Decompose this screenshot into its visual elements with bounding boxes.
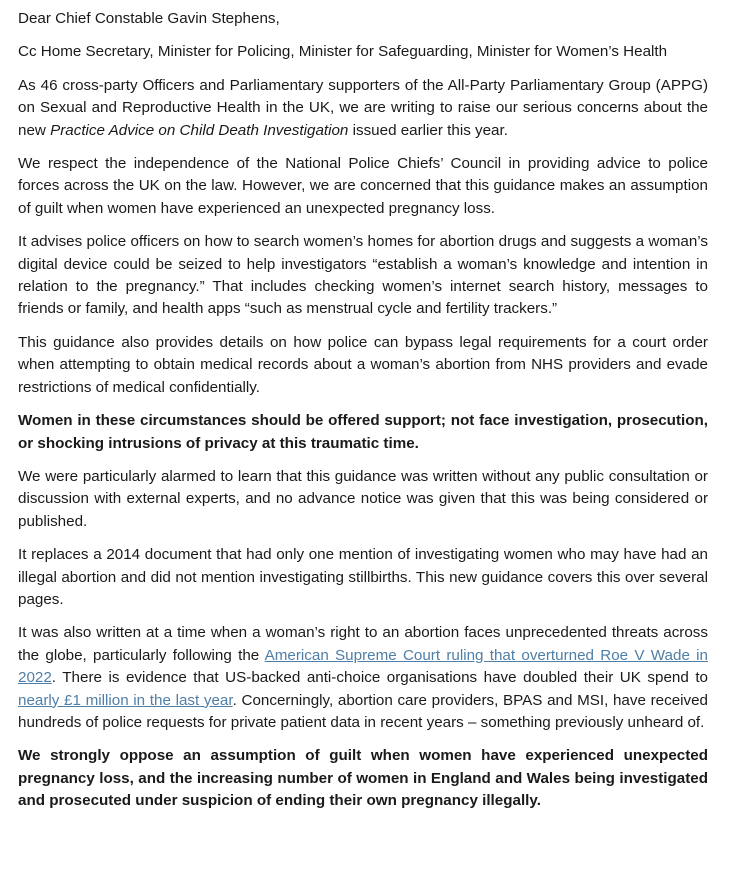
roe-v-wade-link[interactable]: American Supreme Court ruling that overturned Roe V Wade in 2022 [18,646,708,687]
paragraph-respect-independence: We respect the independence of the National Police Chiefs’ Council in providing advice to police forces across the UK on the law. However, we are concerned that this guidance makes an assumption of guilt when women have experienced an unexpected pregnancy loss. [18,155,708,217]
paragraph-global-threats-text: It was also written at a time when a woman’s right to an abortion faces unprecedented threats across the globe, particularly following the [18,624,708,664]
paragraph-appg-intro-end: issued earlier this year. [348,121,508,139]
paragraph-appg-intro-text: As 46 cross-party Officers and Parliamentary supporters of the All-Party Parliamentary Group (APPG) on Sexual and Reproductive Health in the UK, we are writing to raise our serious concerns about the new [18,76,708,139]
paragraph-support-statement: Women in these circumstances should be offered support; not face investigation, prosecution, or shocking intrusions of privacy at this traumatic time. [18,412,708,452]
paragraph-appg-intro [18,75,708,142]
paragraph-2014-document: It replaces a 2014 document that had only one mention of investigating women who may have had an illegal abortion and did not mention investigating stillbirths. This new guidance covers this over several pages. [18,546,708,608]
paragraph-global-threats [18,622,708,734]
paragraph-no-consultation: We were particularly alarmed to learn that this guidance was written without any public consultation or discussion with external experts, and no advance notice was given that this was being considered or published. [18,467,708,530]
salutation: Dear Chief Constable Gavin Stephens, [18,10,280,27]
paragraph-medical-records: This guidance also provides details on how police can bypass legal requirements for a court order when attempting to obtain medical records about a woman’s abortion from NHS providers and evade restrictions of medical confidentially. [18,333,708,396]
paragraph-global-threats-mid: . There is evidence that US-backed anti-choice organisations have doubled their UK spend to [51,669,708,687]
paragraph-search-advice: It advises police officers on how to search women’s homes for abortion drugs and suggests a woman’s digital device could be seized to help investigators “establish a woman’s knowledge and intention in relation to the pregnancy.” That includes checking women’s internet search history, messages to friends or family, and health apps “such as menstrual cycle and fertility trackers.” [18,233,708,318]
one-million-link[interactable]: nearly £1 million in the last year [18,691,233,709]
practice-advice-title: Practice Advice on Child Death Investigation [50,121,349,139]
paragraph-strong-opposition: We strongly oppose an assumption of guilt when women have experienced unexpected pregnancy loss, and the increasing number of women in England and Wales being investigated and prosecuted under suspicion of ending their own pregnancy illegally. [18,747,708,810]
cc-line: Cc Home Secretary, Minister for Policing, Minister for Safeguarding, Minister for Women’s Health [18,43,668,61]
paragraph-global-threats-end: . Concerningly, abortion care providers, BPAS and MSI, have received hundreds of police requests for private patient data in recent years – something previously unheard of. [18,691,708,731]
